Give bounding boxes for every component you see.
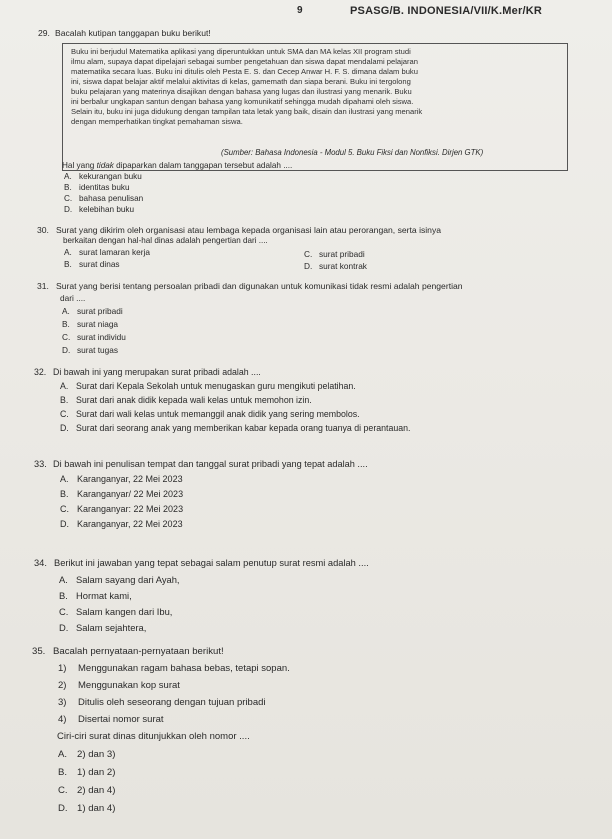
option-label: A. [59,574,68,585]
statement-label: 3) [58,697,67,708]
option-b[interactable] [60,489,183,499]
option-text: kelebihan buku [79,205,135,214]
option-text: kekurangan buku [79,172,142,181]
option-text: surat dinas [79,259,120,269]
option-b[interactable] [58,767,115,778]
question-stem: Berikut ini jawaban yang tepat sebagai salam penutup surat resmi adalah .... [54,558,369,568]
question-stem: Surat yang dikirim oleh organisasi atau lembaga kepada organisasi lain atau perorangan, serta isinya [56,225,442,235]
passage-source: (Sumber: Bahasa Indonesia - Modul 5. Buku Fiksi dan Nonfiksi. Dirjen GTK) [221,148,484,157]
option-label: D. [60,423,69,433]
question-intro: Bacalah pernyataan-pernyataan berikut! [53,646,224,657]
option-label: C. [60,409,69,419]
question-stem-cont: berkaitan dengan hal-hal dinas adalah pengertian dari .... [63,236,268,245]
question-number: 34. [34,558,47,568]
passage-line: Buku ini berjudul Matematika aplikasi yang diperuntukkan untuk SMA dan MA kelas XII program studi [71,47,411,56]
option-text: Karanganyar, 22 Mei 2023 [77,519,183,529]
passage-line: buku pelajaran yang materinya disajikan dengan bahasa yang lugas dan ilustrasi yang menarik. Buku [71,87,412,96]
option-label: B. [60,395,69,405]
option-label: D. [64,205,73,214]
passage-line: ilmu alam, supaya dapat dipelajari sebagai sumber pengetahuan dan siswa dapat mendalami pelajaran [71,57,419,66]
option-text: Surat dari Kepala Sekolah untuk menugaskan guru mengikuti pelatihan. [76,381,356,391]
option-label: C. [59,606,69,617]
option-d[interactable] [64,205,134,214]
statement-text: Menggunakan kop surat [78,680,180,691]
option-d[interactable] [304,261,367,271]
passage-line: ini berbalur ungkapan santun dengan bahasa yang komunikatif sehingga mudah dipahami oleh siswa. [71,97,414,106]
passage-line: dengan memperhatikan tingkat pemahaman siswa. [71,117,243,126]
statement-text: Disertai nomor surat [78,714,164,725]
option-label: B. [62,319,70,329]
option-c[interactable] [62,332,126,342]
question-stem-cont: dari .... [60,293,86,303]
statement-text: Ditulis oleh seseorang dengan tujuan pribadi [78,697,266,708]
option-text: Surat dari anak didik kepada wali kelas untuk memohon izin. [76,395,312,405]
option-text: surat pribadi [319,249,365,259]
question-number: 30. [37,225,49,235]
option-text: 2) dan 4) [77,785,116,796]
option-c[interactable] [304,249,365,259]
option-c[interactable] [64,194,143,203]
question-stem [62,161,292,170]
option-label: B. [58,767,68,778]
option-c[interactable] [60,504,183,514]
option-label: D. [60,519,69,529]
option-label: A. [64,172,72,181]
option-a[interactable] [64,247,150,257]
option-a[interactable] [62,306,123,316]
option-d[interactable] [60,519,183,529]
option-d[interactable] [59,622,146,633]
option-b[interactable] [60,395,312,405]
option-label: B. [59,590,68,601]
option-c[interactable] [58,785,115,796]
option-a[interactable] [58,749,115,760]
question-number: 32. [34,367,47,377]
option-text: Salam sejahtera, [76,622,147,633]
option-label: A. [58,749,68,760]
option-label: D. [59,622,69,633]
stem-emphasis: tidak [96,161,114,170]
option-b[interactable] [64,259,120,269]
question-stem: Surat yang berisi tentang persoalan pribadi dan digunakan untuk komunikasi tidak resmi adalah pengertian [56,281,463,291]
option-label: A. [60,381,69,391]
option-b[interactable] [59,590,132,601]
option-text: Salam sayang dari Ayah, [76,574,180,585]
option-label: C. [62,332,71,342]
option-label: C. [58,785,68,796]
option-label: B. [60,489,69,499]
stem-text: dipaparkan dalam tanggapan tersebut adalah .... [113,161,293,170]
stem-text: Hal yang [62,161,97,170]
passage-line: matematika secara luas. Buku ini ditulis oleh Pesta E. S. dan Cecep Anwar H. F. S. dimana dalam buku [71,67,418,76]
option-a[interactable] [59,574,180,585]
statement-label: 1) [58,663,67,674]
question-stem: Di bawah ini penulisan tempat dan tanggal surat pribadi yang tepat adalah .... [53,459,368,469]
option-text: surat lamaran kerja [79,247,151,257]
statement-1 [58,663,290,674]
option-text: surat kontrak [319,261,367,271]
question-stem: Di bawah ini yang merupakan surat pribadi adalah .... [53,367,261,377]
option-text: 2) dan 3) [77,749,116,760]
option-text: 1) dan 2) [77,767,116,778]
page-number: 9 [297,5,303,16]
statement-3 [58,697,266,708]
question-number: 31. [37,281,49,291]
passage-line: ini, siswa dapat belajar aktif melalui aktivitas di kelas, gamemath dan siapa berani. Buku ini tergolong [71,77,411,86]
option-c[interactable] [60,409,360,419]
option-label: A. [64,247,72,257]
question-number: 29. [38,28,50,38]
option-text: bahasa penulisan [79,194,144,203]
option-a[interactable] [64,172,142,181]
option-label: C. [304,249,313,259]
option-a[interactable] [60,381,356,391]
option-text: Karanganyar: 22 Mei 2023 [77,504,184,514]
statement-label: 4) [58,714,67,725]
statement-text: Menggunakan ragam bahasa bebas, tetapi sopan. [78,663,290,674]
option-text: Hormat kami, [76,590,132,601]
review-excerpt-box [62,43,568,171]
option-label: D. [62,345,71,355]
option-text: surat niaga [77,319,119,329]
option-label: C. [64,194,73,203]
option-label: C. [60,504,69,514]
statement-label: 2) [58,680,67,691]
option-text: Surat dari seorang anak yang memberikan kabar kepada orang tuanya di perantauan. [76,423,411,433]
option-text: Salam kangen dari Ibu, [76,606,173,617]
passage-line: Selain itu, buku ini juga didukung dengan tampilan tata letak yang baik, disain dan ilustrasi yang menarik [71,107,423,116]
question-stem: Ciri-ciri surat dinas ditunjukkan oleh nomor .... [57,731,250,742]
question-number: 33. [34,459,47,469]
option-a[interactable] [60,474,183,484]
option-text: surat tugas [77,345,119,355]
statement-2 [58,680,180,691]
option-d[interactable] [58,803,115,814]
document-code: PSASG/B. INDONESIA/VII/K.Mer/KR [350,5,543,17]
option-text: identitas buku [79,183,130,192]
option-d[interactable] [60,423,411,433]
option-b[interactable] [62,319,118,329]
option-text: Karanganyar/ 22 Mei 2023 [77,489,184,499]
option-label: D. [304,261,313,271]
statement-4 [58,714,164,725]
option-text: Karanganyar, 22 Mei 2023 [77,474,183,484]
question-intro: Bacalah kutipan tanggapan buku berikut! [55,28,211,38]
option-label: A. [60,474,69,484]
option-label: A. [62,306,70,316]
option-d[interactable] [62,345,118,355]
option-text: 1) dan 4) [77,803,116,814]
option-text: surat pribadi [77,306,123,316]
option-label: B. [64,183,72,192]
option-c[interactable] [59,606,172,617]
question-number: 35. [32,646,46,657]
option-label: B. [64,259,72,269]
option-label: D. [58,803,68,814]
option-text: surat individu [77,332,126,342]
option-text: Surat dari wali kelas untuk memanggil anak didik yang sering membolos. [76,409,360,419]
option-b[interactable] [64,183,130,192]
